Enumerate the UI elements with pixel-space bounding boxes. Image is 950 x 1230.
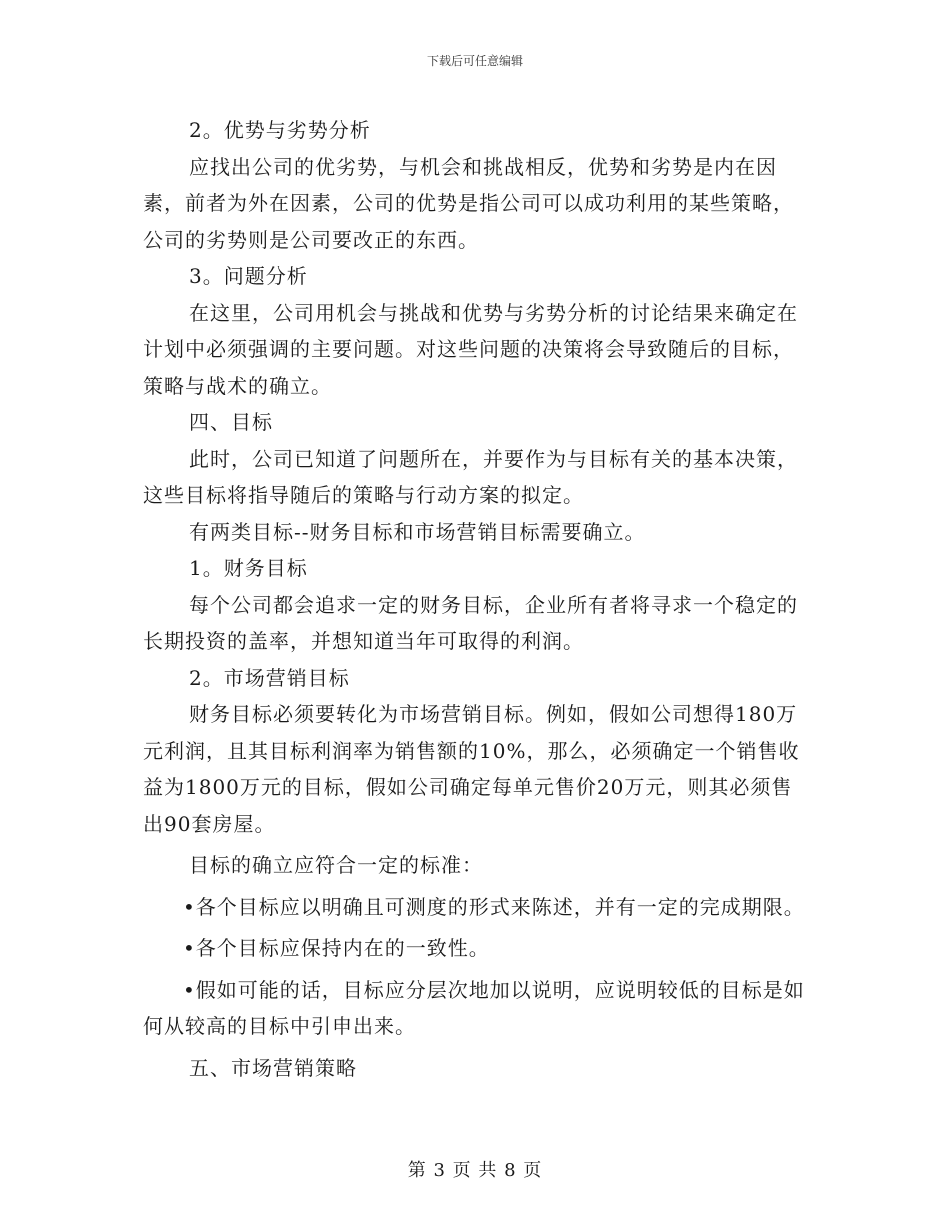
bullet-item-measurable: •各个目标应以明确且可测度的形式来陈述，并有一定的完成期限。 — [183, 894, 805, 919]
section-heading-goals: 四、目标 — [189, 410, 273, 434]
section-heading-marketing-strategy: 五、市场营销策略 — [189, 1055, 357, 1080]
paragraph-marketing-goals: 财务目标必须要转化为市场营销目标。例如，假如公司想得180万元利润，且其目标利润率为销售额的10%，那么，必须确定一个销售收益为1800万元的目标，假如公司确定每单元售价20万元，则其必须售出90套房屋。 — [143, 702, 800, 836]
paragraph-problem-analysis: 在这里，公司用机会与挑战和优势与劣势分析的讨论结果来确定在计划中必须强调的主要问题。对这些问题的决策将会导致随后的目标，策略与战术的确立。 — [143, 300, 798, 398]
paragraph-goal-types: 有两类目标--财务目标和市场营销目标需要确立。 — [189, 519, 646, 544]
section-heading-marketing-goals: 2。市场营销目标 — [189, 665, 350, 690]
bullet-item-consistency: •各个目标应保持内在的一致性。 — [183, 936, 490, 960]
page-number-footer: 第 3 页 共 8 页 — [407, 1160, 543, 1181]
section-heading-problem-analysis: 3。问题分析 — [189, 264, 308, 288]
paragraph-strengths-weaknesses: 应找出公司的优劣势，与机会和挑战相反，优势和劣势是内在因素，前者为外在因素，公司的优势是指公司可以成功利用的某些策略，公司的劣势则是公司要改正的东西。 — [143, 154, 794, 252]
page-header-note: 下载后可任意编辑 — [426, 54, 523, 68]
section-heading-strengths-weaknesses: 2。优势与劣势分析 — [189, 118, 371, 142]
document-body — [143, 112, 809, 1086]
paragraph-financial-goals: 每个公司都会追求一定的财务目标，企业所有者将寻求一个稳定的长期投资的盖率，并想知道当年可取得的利润。 — [143, 592, 798, 653]
paragraph-goal-criteria: 目标的确立应符合一定的标准： — [189, 853, 483, 877]
bullet-item-hierarchy: •假如可能的话，目标应分层次地加以说明，应说明较低的目标是如何从较高的目标中引申出来。 — [143, 977, 805, 1038]
paragraph-goals-intro: 此时，公司已知道了问题所在，并要作为与目标有关的基本决策，这些目标将指导随后的策略与行动方案的拟定。 — [143, 446, 798, 507]
section-heading-financial-goals: 1。财务目标 — [189, 556, 308, 580]
